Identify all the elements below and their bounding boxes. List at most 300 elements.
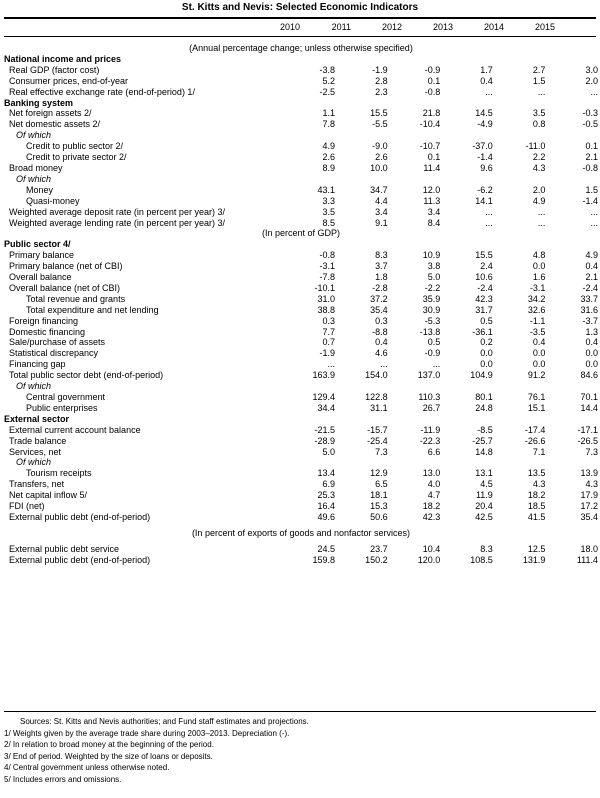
value-cell: 7.3 (375, 446, 388, 457)
value-cell: 4.4 (375, 195, 388, 206)
row-label: Credit to private sector 2/ (26, 152, 127, 163)
row-label: Of which (16, 173, 52, 184)
value-cell: -0.5 (582, 119, 598, 130)
row-label: Weighted average deposit rate (in percent per year) 3/ (9, 206, 225, 217)
value-cell: -3.8 (319, 64, 336, 75)
row-label: Services, net (9, 446, 62, 457)
value-cell: 4.9 (322, 141, 336, 152)
value-cell: ... (432, 359, 441, 370)
value-cell: -17.4 (524, 424, 546, 435)
value-cell: 0.0 (585, 348, 598, 359)
value-cell: -1.1 (529, 315, 546, 326)
value-cell: 50.6 (370, 511, 388, 522)
table-row (4, 337, 598, 348)
table-row (4, 294, 598, 305)
value-cell: ... (485, 86, 493, 97)
row-label: Overall balance (net of CBI) (9, 282, 121, 293)
value-cell: 0.4 (532, 337, 546, 348)
row-label: Of which (16, 457, 52, 468)
value-cell: 4.3 (532, 162, 546, 173)
section-header-row (4, 414, 598, 425)
value-cell: 0.3 (322, 315, 336, 326)
value-cell: 31.7 (475, 304, 493, 315)
section-title: External sector (4, 413, 70, 424)
value-cell: -4.9 (477, 119, 493, 130)
indicators-table (4, 43, 598, 566)
value-cell: 76.1 (527, 392, 546, 402)
value-cell: 0.4 (375, 337, 388, 348)
value-cell (335, 98, 388, 109)
footnote: 1/ Weights given by the average trade share during 2003–2013. Depreciation (-). (4, 728, 290, 738)
value-cell (545, 174, 598, 185)
value-cell: 4.3 (532, 479, 546, 490)
value-cell: 2.6 (375, 152, 388, 163)
value-cell: 4.8 (532, 250, 546, 261)
table-row (4, 152, 598, 163)
value-cell: -22.3 (419, 435, 441, 446)
row-label: Primary balance (9, 250, 75, 261)
value-cell (388, 98, 441, 109)
value-cell: 0.4 (585, 337, 598, 348)
table-row (4, 468, 598, 479)
row-label: External public debt (end-of-period) (9, 554, 151, 565)
value-cell: 25.3 (317, 490, 336, 501)
value-cell: 0.0 (480, 348, 493, 359)
value-cell: -10.4 (419, 119, 441, 130)
value-cell: 10.4 (422, 543, 441, 554)
value-cell: 2.1 (585, 152, 598, 163)
value-cell: -0.9 (424, 348, 441, 359)
value-cell: ... (537, 217, 546, 228)
year-header: 2013 (432, 22, 453, 32)
sources-note: Sources: St. Kitts and Nevis authorities; and Fund staff estimates and projections. (20, 717, 309, 726)
value-cell: -26.5 (577, 435, 598, 446)
value-cell: -8.5 (477, 424, 493, 435)
value-cell: 0.0 (585, 359, 598, 370)
value-cell: -3.7 (582, 315, 598, 326)
value-cell: 84.6 (580, 370, 598, 381)
document-title: St. Kitts and Nevis: Selected Economic Indicators (181, 2, 419, 13)
row-label: Sale/purchase of assets (9, 337, 106, 348)
value-cell: 13.5 (527, 468, 546, 479)
value-cell: 14.1 (475, 195, 493, 206)
value-cell: 14.8 (475, 446, 493, 457)
value-cell: 8.5 (322, 217, 336, 228)
value-cell (335, 54, 388, 65)
row-label: Credit to public sector 2/ (26, 141, 124, 152)
value-cell (282, 414, 335, 425)
value-cell: 2.0 (585, 75, 598, 86)
value-cell: 20.4 (475, 501, 493, 512)
table-row (4, 272, 598, 283)
value-cell: 0.1 (585, 141, 598, 152)
value-cell (440, 457, 493, 468)
row-label: Quasi-money (26, 195, 80, 206)
value-cell: 41.5 (527, 511, 546, 522)
value-cell: -0.8 (582, 162, 598, 173)
value-cell: 3.4 (427, 206, 441, 217)
value-cell (493, 239, 546, 250)
value-cell: 0.0 (480, 359, 493, 370)
value-cell: 0.8 (532, 119, 546, 130)
value-cell: 17.2 (580, 501, 598, 512)
value-cell: 1.6 (532, 272, 546, 283)
row-label: Total revenue and grants (26, 293, 126, 304)
value-cell: -5.3 (424, 315, 441, 326)
row-label: Financing gap (9, 359, 66, 370)
value-cell: 2.8 (375, 75, 388, 86)
value-cell: 1.8 (375, 272, 388, 283)
value-cell (388, 457, 441, 468)
value-cell (545, 381, 598, 392)
table-row (4, 174, 598, 185)
value-cell: -10.7 (419, 141, 441, 152)
table-row (4, 403, 598, 414)
value-cell: -1.4 (477, 152, 493, 163)
value-cell: 0.4 (585, 261, 598, 272)
table-row (4, 457, 598, 468)
table-row (4, 512, 598, 523)
value-cell: 131.9 (522, 554, 546, 565)
year-header: 2015 (534, 22, 555, 32)
table-row (4, 348, 598, 359)
value-cell: -5.5 (372, 119, 388, 130)
value-cell: -6.2 (477, 184, 493, 195)
value-cell: 7.8 (322, 119, 336, 130)
value-cell: 4.9 (585, 250, 598, 261)
value-cell: 2.6 (322, 152, 336, 163)
value-cell: 11.4 (423, 162, 441, 173)
table-row (4, 185, 598, 196)
value-cell: 2.1 (585, 272, 598, 283)
value-cell (440, 98, 493, 109)
value-cell: 13.9 (580, 468, 598, 479)
value-cell: 0.5 (480, 315, 493, 326)
table-row (4, 196, 598, 207)
value-cell (335, 174, 388, 185)
value-cell: 2.7 (532, 64, 546, 75)
value-cell: 3.5 (532, 108, 546, 119)
value-cell: 35.4 (580, 511, 598, 522)
section-title: Public sector 4/ (4, 239, 71, 250)
table-row (4, 119, 598, 130)
row-label: Public enterprises (26, 402, 98, 413)
table-row (4, 370, 598, 381)
footnote: 2/ In relation to broad money at the beginning of the period. (4, 740, 214, 750)
table-row (4, 218, 598, 229)
value-cell: ... (327, 359, 336, 370)
value-cell (493, 54, 546, 65)
value-cell: -0.8 (319, 250, 336, 261)
value-cell: -11.9 (420, 424, 441, 435)
value-cell: 35.9 (422, 293, 441, 304)
value-cell: -7.8 (319, 272, 336, 283)
value-cell: ... (485, 217, 493, 228)
row-label: Of which (16, 381, 52, 392)
value-cell: 108.5 (470, 554, 493, 565)
value-cell: 42.3 (475, 293, 493, 304)
value-cell: 14.4 (580, 402, 598, 413)
value-cell: 9.6 (480, 162, 493, 173)
value-cell: 8.4 (427, 217, 441, 228)
value-cell: 4.5 (480, 479, 493, 490)
row-label: External current account balance (9, 424, 141, 435)
value-cell: ... (380, 359, 388, 370)
value-cell: -1.9 (372, 64, 388, 75)
value-cell: -2.4 (582, 282, 598, 293)
value-cell: 150.2 (365, 554, 388, 565)
value-cell: 0.2 (480, 337, 493, 348)
table-row (4, 108, 598, 119)
value-cell: 26.7 (422, 402, 441, 413)
value-cell: 111.4 (576, 554, 598, 565)
value-cell (335, 414, 388, 425)
value-cell: 80.1 (475, 392, 493, 402)
value-cell: 3.8 (427, 261, 441, 272)
value-cell: -25.7 (472, 435, 493, 446)
value-cell: 18.1 (370, 490, 388, 501)
value-cell: 3.3 (322, 195, 336, 206)
value-cell: -21.5 (314, 424, 336, 435)
value-cell: 7.3 (585, 446, 598, 457)
value-cell: 35.4 (370, 304, 388, 315)
value-cell (388, 381, 441, 392)
value-cell (545, 130, 598, 141)
unit-note: (In percent of exports of goods and nonfactor services) (191, 527, 411, 538)
value-cell (282, 457, 335, 468)
row-label: Consumer prices, end-of-year (9, 75, 129, 86)
value-cell: 0.4 (480, 75, 493, 86)
value-cell: 13.4 (317, 468, 336, 479)
value-cell: 23.7 (370, 543, 388, 554)
value-cell: -3.5 (529, 326, 546, 337)
value-cell: 6.6 (427, 446, 441, 457)
row-label: Trade balance (9, 435, 67, 446)
section-title: National income and prices (4, 53, 122, 64)
value-cell: 18.2 (422, 501, 441, 512)
value-cell: -1.4 (582, 195, 598, 206)
value-cell: 10.0 (370, 162, 388, 173)
value-cell: 6.9 (322, 479, 336, 490)
value-cell: 7.7 (322, 326, 336, 337)
row-label: Domestic financing (9, 326, 86, 337)
value-cell: 12.5 (527, 543, 546, 554)
value-cell (545, 414, 598, 425)
value-cell: -0.3 (582, 108, 598, 119)
row-label: Net domestic assets 2/ (9, 119, 101, 130)
year-header: 2014 (483, 22, 504, 32)
value-cell: 2.2 (532, 152, 546, 163)
table-row (4, 316, 598, 327)
value-cell (388, 54, 441, 65)
value-cell: ... (590, 86, 598, 97)
row-label: Transfers, net (9, 479, 65, 490)
value-cell (545, 239, 598, 250)
value-cell: 1.5 (585, 184, 598, 195)
value-cell: -17.1 (577, 424, 598, 435)
value-cell (493, 174, 546, 185)
row-label: Tourism receipts (26, 468, 92, 479)
row-label: External public debt (end-of-period) (9, 511, 151, 522)
value-cell: 137.0 (417, 370, 441, 381)
value-cell (388, 239, 441, 250)
value-cell: 4.7 (427, 490, 441, 501)
value-cell: 11.3 (423, 195, 441, 206)
unit-note: (Annual percentage change; unless otherwise specified) (189, 43, 413, 53)
value-cell (493, 98, 546, 109)
value-cell: ... (537, 206, 546, 217)
value-cell: 1.3 (585, 326, 598, 337)
value-cell: 34.7 (370, 184, 388, 195)
value-cell: -36.1 (472, 326, 493, 337)
table-row (4, 207, 598, 218)
value-cell (545, 457, 598, 468)
value-cell: -28.9 (314, 435, 336, 446)
value-cell: 0.0 (532, 348, 546, 359)
table-row (4, 283, 598, 294)
value-cell: 3.0 (585, 64, 598, 75)
value-cell: 42.5 (475, 511, 493, 522)
section-title: Banking system (4, 97, 74, 108)
value-cell: -1.9 (319, 348, 336, 359)
section-header-row (4, 54, 598, 65)
value-cell: 31.0 (317, 293, 336, 304)
value-cell (282, 98, 335, 109)
value-cell (388, 414, 441, 425)
value-cell: 122.8 (365, 392, 388, 402)
value-cell (440, 414, 493, 425)
table-row (4, 544, 598, 555)
footnote: 5/ Includes errors and omissions. (4, 774, 122, 784)
value-cell: 12.9 (370, 468, 388, 479)
value-cell: -25.4 (367, 435, 388, 446)
value-cell (335, 457, 388, 468)
table-row (4, 447, 598, 458)
value-cell: -2.2 (424, 282, 441, 293)
value-cell: 17.9 (580, 490, 598, 501)
value-cell: 2.4 (480, 261, 493, 272)
value-cell: 7.1 (532, 446, 546, 457)
value-cell (282, 130, 335, 141)
value-cell (440, 130, 493, 141)
row-label: Of which (16, 130, 52, 141)
table-row (4, 250, 598, 261)
value-cell: 2.3 (375, 86, 388, 97)
value-cell: 0.5 (427, 337, 441, 348)
value-cell (493, 457, 546, 468)
value-cell (493, 414, 546, 425)
value-cell (282, 174, 335, 185)
value-cell: 129.4 (312, 392, 336, 402)
value-cell: 0.0 (532, 359, 546, 370)
unit-note-row (4, 528, 598, 539)
row-label: Weighted average lending rate (in percent per year) 3/ (9, 217, 225, 228)
value-cell: -2.4 (477, 282, 493, 293)
row-label: Overall balance (9, 272, 72, 283)
table-row (4, 555, 598, 566)
value-cell: 120.0 (417, 554, 441, 565)
value-cell: 49.6 (317, 511, 336, 522)
value-cell: 0.0 (532, 261, 546, 272)
value-cell (388, 174, 441, 185)
row-label: Real GDP (factor cost) (9, 64, 100, 75)
value-cell: 0.7 (322, 337, 336, 348)
table-row (4, 501, 598, 512)
value-cell: 8.3 (375, 250, 388, 261)
value-cell: -37.0 (472, 141, 493, 152)
year-header: 2012 (381, 22, 402, 32)
table-row (4, 436, 598, 447)
value-cell: 104.9 (470, 370, 493, 381)
table-row (4, 392, 598, 403)
value-cell: 4.3 (585, 479, 598, 490)
value-cell: 12.0 (422, 184, 441, 195)
table-row (4, 261, 598, 272)
value-cell: 43.1 (317, 184, 336, 195)
table-row (4, 425, 598, 436)
value-cell: 163.9 (312, 370, 336, 381)
value-cell (335, 130, 388, 141)
value-cell (440, 174, 493, 185)
value-cell (493, 130, 546, 141)
value-cell: 14.5 (475, 108, 493, 119)
value-cell (282, 54, 335, 65)
value-cell: 15.3 (370, 501, 388, 512)
row-label: Primary balance (net of CBI) (9, 261, 123, 272)
value-cell: ... (485, 206, 493, 217)
row-label: Money (26, 184, 54, 195)
value-cell: 3.7 (375, 261, 388, 272)
value-cell: -8.8 (372, 326, 388, 337)
value-cell: ... (590, 206, 598, 217)
row-label: Total expenditure and net lending (26, 304, 159, 315)
value-cell: 1.1 (322, 108, 336, 119)
table-row (4, 76, 598, 87)
value-cell: 30.9 (422, 304, 441, 315)
value-cell: -10.1 (314, 282, 336, 293)
value-cell: ... (537, 86, 546, 97)
table-row (4, 327, 598, 338)
value-cell: 38.8 (317, 304, 336, 315)
value-cell: 18.0 (580, 543, 598, 554)
value-cell: 33.7 (580, 293, 598, 304)
value-cell: -13.8 (419, 326, 441, 337)
row-label: Central government (26, 392, 106, 402)
value-cell: 18.5 (527, 501, 546, 512)
table-row (4, 130, 598, 141)
row-label: Statistical discrepancy (9, 348, 99, 359)
value-cell: 34.2 (527, 293, 546, 304)
year-header-row (0, 22, 600, 34)
value-cell: 1.7 (480, 64, 493, 75)
value-cell: -11.0 (525, 141, 546, 152)
value-cell: -2.8 (372, 282, 388, 293)
value-cell: 91.2 (527, 370, 546, 381)
table-row (4, 359, 598, 370)
footnote: 3/ End of period. Weighted by the size of loans or deposits. (4, 751, 213, 761)
value-cell (388, 130, 441, 141)
value-cell (282, 381, 335, 392)
value-cell: 18.2 (527, 490, 546, 501)
value-cell (545, 54, 598, 65)
section-header-row (4, 239, 598, 250)
value-cell: 4.9 (532, 195, 546, 206)
value-cell: 3.5 (322, 206, 336, 217)
year-header: 2011 (331, 22, 351, 32)
unit-note: (In percent of GDP) (261, 228, 341, 239)
value-cell: -9.0 (372, 141, 388, 152)
value-cell: 16.4 (317, 501, 336, 512)
